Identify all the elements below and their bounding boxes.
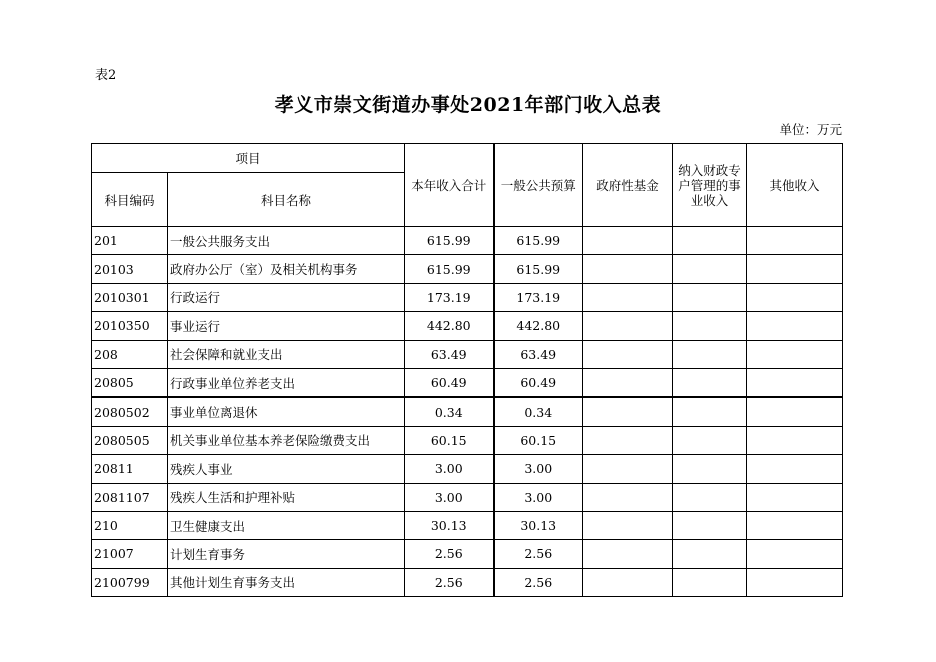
cell-general: 3.00	[494, 455, 583, 483]
cell-fund	[583, 511, 673, 539]
table-row	[92, 397, 843, 426]
cell-total: 3.00	[405, 483, 494, 511]
cell-general: 615.99	[494, 255, 583, 283]
cell-fund	[583, 227, 673, 255]
cell-code: 2080502	[92, 397, 168, 426]
table-row	[92, 312, 843, 340]
cell-general: 173.19	[494, 283, 583, 311]
table-row	[92, 255, 843, 283]
cell-general: 60.49	[494, 368, 583, 397]
table-body	[92, 144, 843, 597]
cell-special	[673, 283, 747, 311]
cell-other	[747, 368, 843, 397]
cell-special	[673, 227, 747, 255]
cell-other	[747, 340, 843, 368]
cell-name: 一般公共服务支出	[168, 227, 405, 255]
cell-fund	[583, 340, 673, 368]
table-row	[92, 511, 843, 539]
cell-general: 0.34	[494, 397, 583, 426]
cell-total: 173.19	[405, 283, 494, 311]
cell-total: 63.49	[405, 340, 494, 368]
header-code: 科目编码	[92, 173, 168, 227]
cell-special	[673, 511, 747, 539]
cell-total: 2.56	[405, 568, 494, 596]
cell-total: 615.99	[405, 227, 494, 255]
cell-other	[747, 511, 843, 539]
cell-other	[747, 540, 843, 568]
cell-special	[673, 397, 747, 426]
cell-general: 30.13	[494, 511, 583, 539]
cell-name: 事业运行	[168, 312, 405, 340]
cell-special	[673, 368, 747, 397]
table-row	[92, 340, 843, 368]
header-name: 科目名称	[168, 173, 405, 227]
cell-code: 20811	[92, 455, 168, 483]
header-fund: 政府性基金	[583, 144, 673, 227]
cell-total: 0.34	[405, 397, 494, 426]
page-title: 孝义市崇文街道办事处2021年部门收入总表	[274, 94, 662, 116]
cell-name: 计划生育事务	[168, 540, 405, 568]
cell-name: 事业单位离退休	[168, 397, 405, 426]
cell-other	[747, 397, 843, 426]
cell-code: 2010350	[92, 312, 168, 340]
cell-other	[747, 455, 843, 483]
header-total: 本年收入合计	[405, 144, 494, 227]
cell-other	[747, 568, 843, 596]
header-special: 纳入财政专户管理的事业收入	[673, 144, 747, 227]
cell-other	[747, 283, 843, 311]
cell-other	[747, 227, 843, 255]
cell-other	[747, 483, 843, 511]
cell-other	[747, 312, 843, 340]
cell-special	[673, 312, 747, 340]
header-other: 其他收入	[747, 144, 843, 227]
cell-code: 2010301	[92, 283, 168, 311]
cell-total: 615.99	[405, 255, 494, 283]
cell-fund	[583, 397, 673, 426]
cell-name: 政府办公厅（室）及相关机构事务	[168, 255, 405, 283]
cell-code: 20103	[92, 255, 168, 283]
cell-code: 20805	[92, 368, 168, 397]
cell-general: 615.99	[494, 227, 583, 255]
table-row	[92, 455, 843, 483]
cell-fund	[583, 483, 673, 511]
cell-name: 行政运行	[168, 283, 405, 311]
table-row	[92, 283, 843, 311]
cell-special	[673, 455, 747, 483]
cell-name: 行政事业单位养老支出	[168, 368, 405, 397]
cell-special	[673, 255, 747, 283]
cell-general: 442.80	[494, 312, 583, 340]
cell-fund	[583, 312, 673, 340]
cell-code: 208	[92, 340, 168, 368]
cell-fund	[583, 255, 673, 283]
cell-fund	[583, 568, 673, 596]
cell-special	[673, 340, 747, 368]
cell-special	[673, 483, 747, 511]
cell-total: 2.56	[405, 540, 494, 568]
table-label: 表2	[95, 68, 117, 83]
cell-general: 60.15	[494, 426, 583, 454]
cell-name: 机关事业单位基本养老保险缴费支出	[168, 426, 405, 454]
cell-name: 残疾人生活和护理补贴	[168, 483, 405, 511]
cell-fund	[583, 283, 673, 311]
cell-code: 2081107	[92, 483, 168, 511]
cell-name: 社会保障和就业支出	[168, 340, 405, 368]
cell-general: 2.56	[494, 540, 583, 568]
cell-other	[747, 426, 843, 454]
table-row	[92, 483, 843, 511]
income-table	[91, 143, 843, 597]
cell-general: 2.56	[494, 568, 583, 596]
table-row	[92, 368, 843, 397]
cell-total: 442.80	[405, 312, 494, 340]
table-row	[92, 227, 843, 255]
cell-code: 21007	[92, 540, 168, 568]
cell-other	[747, 255, 843, 283]
cell-code: 2080505	[92, 426, 168, 454]
header-row-1	[92, 144, 843, 173]
cell-name: 残疾人事业	[168, 455, 405, 483]
header-project: 项目	[92, 144, 405, 173]
cell-total: 60.49	[405, 368, 494, 397]
cell-special	[673, 568, 747, 596]
unit-label: 单位：万元	[779, 122, 842, 137]
cell-total: 30.13	[405, 511, 494, 539]
cell-fund	[583, 455, 673, 483]
cell-name: 卫生健康支出	[168, 511, 405, 539]
cell-fund	[583, 368, 673, 397]
table-row	[92, 540, 843, 568]
cell-code: 210	[92, 511, 168, 539]
cell-code: 201	[92, 227, 168, 255]
cell-general: 3.00	[494, 483, 583, 511]
cell-fund	[583, 540, 673, 568]
table-row	[92, 568, 843, 596]
cell-code: 2100799	[92, 568, 168, 596]
cell-general: 63.49	[494, 340, 583, 368]
cell-special	[673, 540, 747, 568]
cell-fund	[583, 426, 673, 454]
cell-total: 3.00	[405, 455, 494, 483]
cell-special	[673, 426, 747, 454]
cell-total: 60.15	[405, 426, 494, 454]
cell-name: 其他计划生育事务支出	[168, 568, 405, 596]
header-general: 一般公共预算	[494, 144, 583, 227]
table-row	[92, 426, 843, 454]
